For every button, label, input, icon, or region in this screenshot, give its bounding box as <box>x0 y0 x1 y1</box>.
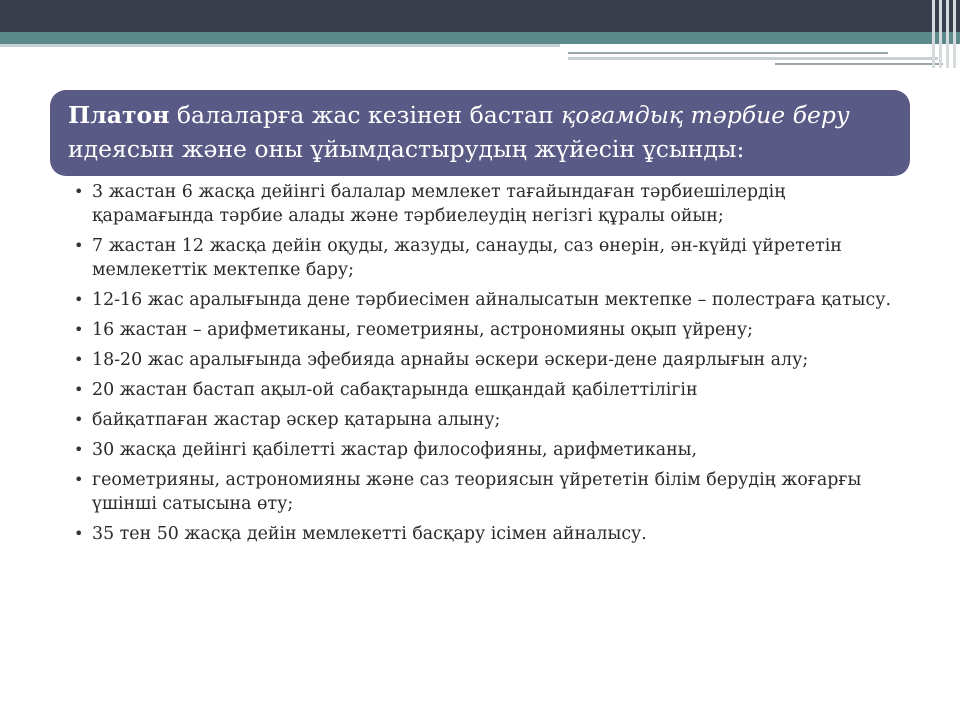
bullet-icon: • <box>74 350 84 369</box>
list-item <box>74 348 904 372</box>
slide-title <box>50 90 910 176</box>
title-part1: балаларға жас кезінен бастап <box>169 101 562 129</box>
title-italic1: қоғамдық тәрбие <box>561 101 786 129</box>
list-item-text: геометрияны, астрономияны және саз теориясын үйрететін білім берудің жоғарғы үшінші сатысына өту; <box>92 470 862 514</box>
bullet-icon: • <box>74 236 84 255</box>
decorative-line <box>775 63 943 65</box>
list-item <box>74 234 904 282</box>
list-item <box>74 468 904 516</box>
list-item <box>74 408 904 432</box>
list-item <box>74 288 904 312</box>
decorative-vertical-bars <box>930 0 960 68</box>
list-item-text: 7 жастан 12 жасқа дейін оқуды, жазуды, санауды, саз өнерін, ән-күйді үйрететін мемлекеттік мектепке бару; <box>92 236 842 280</box>
list-item-text: 18-20 жас аралығында эфебияда арнайы әскери әскери-дене даярлығын алу; <box>92 350 809 370</box>
bullet-icon: • <box>74 320 84 339</box>
list-item-text: 16 жастан – арифметиканы, геометрияны, астрономияны оқып үйрену; <box>92 320 753 340</box>
list-item <box>74 180 904 228</box>
bullet-icon: • <box>74 290 84 309</box>
list-item <box>74 522 904 546</box>
bullet-icon: • <box>74 524 84 543</box>
bullet-icon: • <box>74 380 84 399</box>
bullet-list <box>74 180 904 552</box>
list-item-text: 35 тен 50 жасқа дейін мемлекетті басқару ісімен айналысу. <box>92 524 647 544</box>
decorative-line <box>568 57 938 60</box>
bullet-icon: • <box>74 470 84 489</box>
title-italic2: беру <box>792 101 850 129</box>
list-item-text: 12-16 жас аралығында дене тәрбиесімен айналысатын мектепке – полестраға қатысу. <box>92 290 891 310</box>
decorative-line <box>568 52 888 54</box>
header-teal-band <box>0 32 960 44</box>
title-bold: Платон <box>68 101 170 129</box>
header-dark-band <box>0 0 960 32</box>
bullet-icon: • <box>74 410 84 429</box>
title-space <box>785 101 792 129</box>
bullet-icon: • <box>74 182 84 201</box>
list-item <box>74 378 904 402</box>
list-item <box>74 438 904 462</box>
decorative-line <box>0 44 560 47</box>
bullet-icon: • <box>74 440 84 459</box>
list-item <box>74 318 904 342</box>
list-item-text: 30 жасқа дейінгі қабілетті жастар философияны, арифметиканы, <box>92 440 698 460</box>
list-item-text: 20 жастан бастап ақыл-ой сабақтарында ешқандай қабілеттілігін <box>92 380 698 400</box>
list-item-text: байқатпаған жастар әскер қатарына алыну; <box>92 410 501 430</box>
list-item-text: 3 жастан 6 жасқа дейінгі балалар мемлекет тағайындаған тәрбиешілердің қарамағында тәрбие алады және тәрбиелеудің негізгі құралы ойын; <box>92 182 786 226</box>
title-part2: идеясын және оны ұйымдастырудың жүйесін ұсынды: <box>68 135 745 163</box>
